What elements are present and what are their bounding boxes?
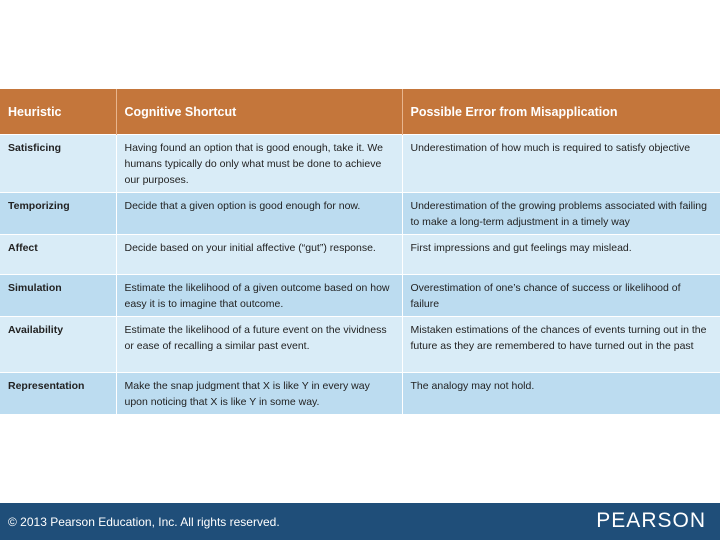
pearson-logo: PEARSON [596,509,706,532]
table-row [0,317,720,373]
shortcut-cell: Decide based on your initial affective (“gut”) response. [116,235,402,275]
heuristics-table [0,89,720,414]
shortcut-cell: Having found an option that is good enough, take it. We humans typically do only what must be done to achieve our purposes. [116,135,402,193]
shortcut-cell: Decide that a given option is good enough for now. [116,193,402,235]
table-row [0,235,720,275]
heuristic-cell: Simulation [0,275,116,317]
table-row [0,193,720,235]
shortcut-cell: Estimate the likelihood of a given outcome based on how easy it is to imagine that outcome. [116,275,402,317]
error-cell: First impressions and gut feelings may mislead. [402,235,720,275]
header-cognitive-shortcut: Cognitive Shortcut [116,89,402,135]
table-row [0,135,720,193]
heuristic-cell: Availability [0,317,116,373]
heuristics-table-container [0,89,720,414]
header-possible-error: Possible Error from Misapplication [402,89,720,135]
table-header-row [0,89,720,135]
table-row [0,373,720,415]
error-cell: Overestimation of one’s chance of success or likelihood of failure [402,275,720,317]
heuristic-cell: Satisficing [0,135,116,193]
shortcut-cell: Estimate the likelihood of a future event on the vividness or ease of recalling a similar past event. [116,317,402,373]
header-heuristic: Heuristic [0,89,116,135]
footer-bar [0,503,720,540]
copyright-text: © 2013 Pearson Education, Inc. All rights reserved. [8,515,280,529]
error-cell: Underestimation of how much is required to satisfy objective [402,135,720,193]
heuristic-cell: Representation [0,373,116,415]
table-row [0,275,720,317]
shortcut-cell: Make the snap judgment that X is like Y in every way upon noticing that X is like Y in some way. [116,373,402,415]
heuristic-cell: Affect [0,235,116,275]
error-cell: Underestimation of the growing problems associated with failing to make a long-term adjustment in a timely way [402,193,720,235]
heuristic-cell: Temporizing [0,193,116,235]
error-cell: The analogy may not hold. [402,373,720,415]
error-cell: Mistaken estimations of the chances of events turning out in the future as they are remembered to have turned out in the past [402,317,720,373]
